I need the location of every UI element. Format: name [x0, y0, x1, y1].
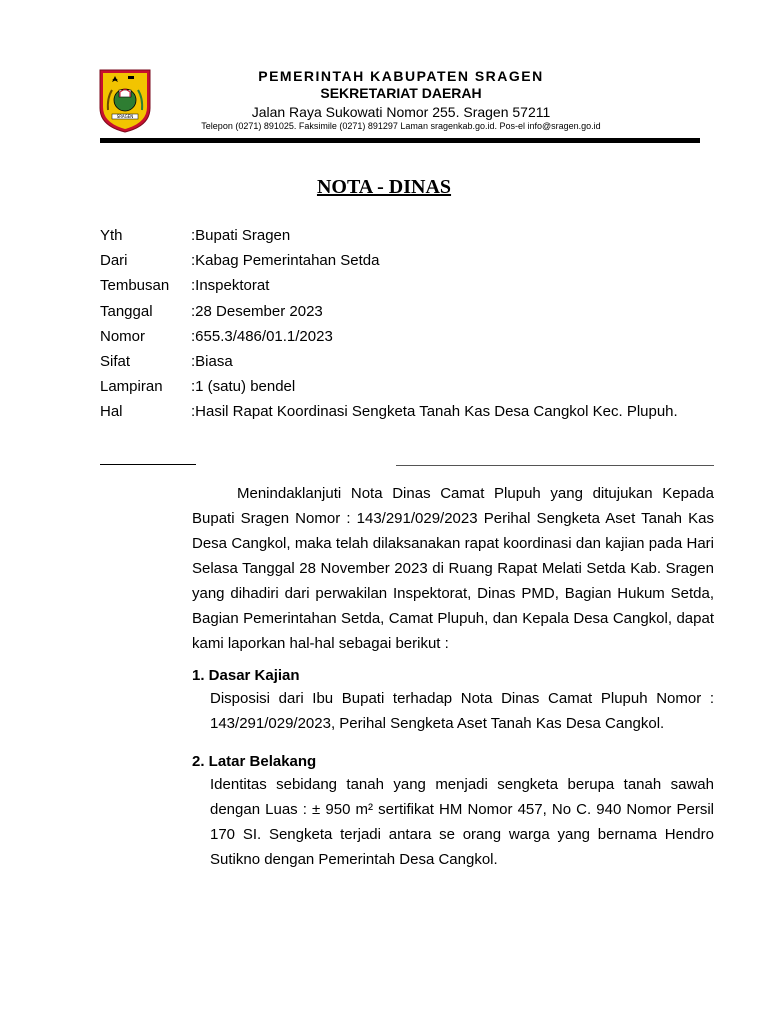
meta-value: 1 (satu) bendel [195, 378, 296, 396]
meta-row-tanggal: Tanggal : 28 Desember 2023 [100, 299, 694, 324]
meta-value: Inspektorat [195, 277, 270, 295]
emblem-ribbon: SRAGEN [116, 114, 134, 119]
meta-divider-right [396, 465, 714, 466]
meta-label: Tanggal [100, 302, 153, 320]
memo-body [192, 481, 714, 872]
meta-value: Hasil Rapat Koordinasi Sengketa Tanah Kas Desa Cangkol Kec. Plupuh. [195, 403, 678, 421]
meta-row-yth: Yth : Bupati Sragen [100, 223, 694, 248]
meta-label: Hal [100, 403, 123, 421]
meta-value: Bupati Sragen [195, 227, 291, 244]
intro-paragraph: Menindaklanjuti Nota Dinas Camat Plupuh yang ditujukan Kepada Bupati Sragen Nomor : 143/291/029/2023 Perihal Sengketa Aset Tanah Kas Desa Cangkol, maka telah dilaksanakan rapat koordinasi dan kajian pada Hari Selasa Tanggal 28 November 2023 di Ruang Rapat Melati Setda Kab. Sragen yang dihadiri dari perwakilan Inspektorat, Dinas PMD, Bagian Hukum Setda, Bagian Pemerintahan Setda, Camat Plupuh, dan Kepala Desa Cangkol, dapat kami laporkan hal-hal sebagai berikut : [192, 485, 714, 652]
document-title: NOTA - DINAS [316, 176, 452, 198]
meta-row-nomor: Nomor : 655.3/486/01.1/2023 [100, 324, 694, 349]
meta-row-sifat: Sifat : Biasa [100, 349, 694, 374]
meta-row-lampiran: Lampiran : 1 (satu) bendel [100, 374, 694, 399]
sragen-regency-emblem-icon [98, 68, 152, 134]
meta-divider-left [100, 464, 196, 465]
meta-label: Yth [100, 227, 123, 244]
meta-row-tembusan: Tembusan : Inspektorat [100, 273, 694, 298]
meta-value: Biasa [195, 353, 233, 371]
meta-label: Lampiran [100, 378, 163, 396]
meta-label: Nomor [100, 327, 146, 345]
section-latar-belakang [192, 752, 714, 872]
section-text: Disposisi dari Ibu Bupati terhadap Nota Dinas Camat Plupuh Nomor : 143/291/029/2023, Perihal Sengketa Aset Tanah Kas Desa Cangkol. [210, 690, 714, 732]
meta-value: 28 Desember 2023 [195, 302, 323, 320]
letterhead-divider [100, 138, 700, 143]
meta-label: Dari [100, 252, 128, 270]
meta-row-hal: Hal : Hasil Rapat Koordinasi Sengketa Tanah Kas Desa Cangkol Kec. Plupuh. [100, 399, 694, 424]
section-heading: 1. Dasar Kajian [192, 667, 300, 684]
memo-meta [100, 223, 694, 425]
meta-row-dari: Dari : Kabag Pemerintahan Setda [100, 248, 694, 273]
section-dasar-kajian [192, 666, 714, 736]
section-heading: 2. Latar Belakang [192, 753, 317, 770]
letterhead-government: PEMERINTAH KABUPATEN SRAGEN [258, 68, 544, 84]
meta-value: 655.3/486/01.1/2023 [195, 327, 333, 345]
section-text: Identitas sebidang tanah yang menjadi sengketa berupa tanah sawah dengan Luas : ± 950 m² sertifikat HM Nomor 457, No C. 940 Nomor Persil 170 SI. Sengketa terjadi antara se orang warga yang bernama Hendro Sutikno dengan Pemerintah Desa Cangkol. [210, 776, 714, 868]
letterhead-address: Jalan Raya Sukowati Nomor 255. Sragen 57211 [251, 104, 551, 120]
letterhead-secretariat: SEKRETARIAT DAERAH [320, 85, 482, 101]
meta-label: Sifat [100, 353, 131, 371]
letterhead [160, 68, 642, 132]
meta-value: Kabag Pemerintahan Setda [195, 252, 380, 270]
letterhead-contact: Telepon (0271) 891025. Faksimile (0271) 891297 Laman sragenkab.go.id. Pos-el info@sragen.go.id [201, 121, 601, 131]
meta-label: Tembusan [100, 277, 170, 295]
